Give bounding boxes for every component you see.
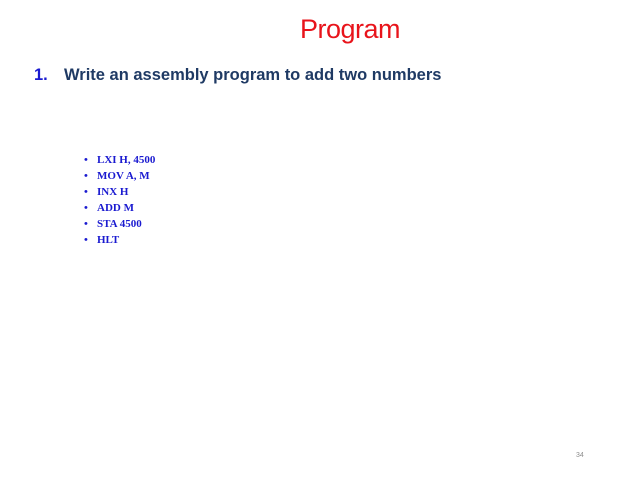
instruction-item: [84, 216, 155, 232]
question-number: 1.: [34, 66, 48, 84]
bullet-icon: •: [84, 218, 88, 230]
instruction-item: [84, 168, 155, 184]
instruction-item: [84, 152, 155, 168]
instruction-text: STA 4500: [97, 218, 142, 230]
instruction-item: [84, 232, 155, 248]
bullet-icon: •: [84, 234, 88, 246]
instruction-item: [84, 200, 155, 216]
instruction-text: ADD M: [97, 202, 134, 214]
instruction-text: HLT: [97, 234, 120, 246]
instruction-text: INX H: [97, 186, 129, 198]
page-number: 34: [576, 452, 584, 459]
bullet-icon: •: [84, 170, 88, 182]
bullet-icon: •: [84, 202, 88, 214]
question-text: Write an assembly program to add two numbers: [64, 66, 442, 84]
question: [34, 66, 441, 85]
instruction-text: LXI H, 4500: [97, 154, 156, 166]
instruction-list: [84, 152, 155, 248]
slide-title: Program: [299, 14, 401, 44]
bullet-icon: •: [84, 154, 88, 166]
bullet-icon: •: [84, 186, 88, 198]
instruction-text: MOV A, M: [97, 170, 150, 182]
instruction-item: [84, 184, 155, 200]
